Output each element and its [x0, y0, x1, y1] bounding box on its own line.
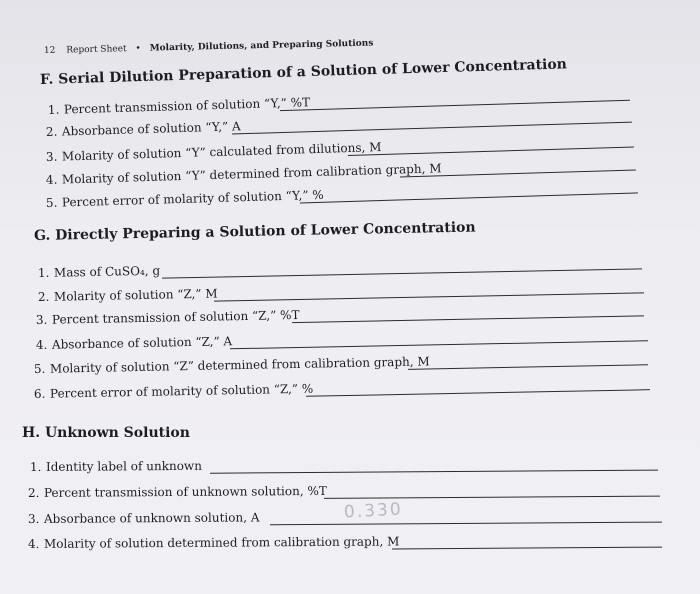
answer-blank[interactable]: [300, 192, 638, 203]
sheet-label: Report Sheet: [66, 44, 127, 56]
item-label: Percent error of molarity of solution “Z,” %: [49, 381, 314, 401]
item-label: Absorbance of unknown solution, A: [43, 510, 260, 526]
item-number: 4.: [27, 536, 40, 551]
section-h-item: [28, 482, 660, 504]
section-h-item: [28, 533, 664, 555]
item-number: 4.: [45, 172, 58, 187]
item-label: Percent error of molarity of solution “Y,” %: [61, 187, 324, 210]
item-number: 3.: [45, 149, 58, 164]
section-h-item: [30, 456, 660, 478]
answer-blank[interactable]: [324, 496, 660, 499]
item-number: 5.: [45, 195, 58, 210]
item-label: Absorbance of solution “Y,” A: [61, 119, 241, 139]
item-number: 5.: [33, 361, 46, 376]
answer-blank[interactable]: [306, 389, 650, 397]
item-label: Percent transmission of solution “Z,” %T: [51, 307, 300, 327]
header-separator: •: [135, 43, 141, 54]
item-number: 3.: [35, 312, 48, 327]
item-number: 2.: [27, 485, 40, 500]
answer-blank[interactable]: [214, 292, 644, 301]
item-number: 2.: [45, 124, 58, 139]
item-label: Percent transmission of unknown solution, %T: [43, 483, 327, 500]
handwritten-absorbance-answer: 0.330: [343, 499, 404, 523]
item-label: Molarity of solution “Y” determined from calibration graph, M: [61, 161, 442, 187]
answer-blank[interactable]: [162, 268, 642, 278]
section-f-title: F. Serial Dilution Preparation of a Solution of Lower Concentration: [39, 56, 568, 88]
item-label: Molarity of solution “Z,” M: [53, 286, 218, 304]
item-number: 1.: [37, 265, 50, 280]
section-h-title: H. Unknown Solution: [22, 425, 190, 441]
item-number: 2.: [37, 289, 50, 304]
answer-blank[interactable]: [348, 147, 634, 156]
report-sheet-header: [44, 39, 374, 56]
answer-blank[interactable]: [230, 340, 648, 349]
item-label: Molarity of solution determined from calibration graph, M: [43, 534, 400, 551]
answer-blank[interactable]: [232, 122, 632, 135]
answer-blank[interactable]: [392, 547, 662, 550]
item-number: 3.: [27, 511, 40, 526]
item-label: Molarity of solution “Z” determined from calibration graph, M: [49, 354, 430, 376]
answer-blank[interactable]: [270, 522, 662, 526]
answer-blank[interactable]: [408, 364, 648, 370]
item-number: 6.: [33, 386, 46, 401]
item-number: 1.: [29, 459, 42, 474]
item-label: Absorbance of solution “Z,” A: [51, 334, 233, 352]
answer-blank[interactable]: [292, 315, 644, 323]
section-g-title: G. Directly Preparing a Solution of Lower Concentration: [33, 219, 476, 244]
section-g-item: [34, 350, 650, 380]
item-label: Mass of CuSO₄, g: [53, 263, 161, 280]
section-g-item: [34, 375, 650, 405]
answer-blank[interactable]: [210, 470, 658, 474]
item-label: Molarity of solution “Y” calculated from dilutions, M: [61, 140, 382, 164]
header-topic: Molarity, Dilutions, and Preparing Solutions: [149, 38, 374, 54]
item-number: 1.: [47, 102, 60, 117]
item-label: Identity label of unknown: [45, 458, 202, 474]
item-label: Percent transmission of solution “Y,” %T: [63, 95, 311, 117]
item-number: 4.: [35, 337, 48, 352]
page-number: 12: [43, 45, 56, 56]
